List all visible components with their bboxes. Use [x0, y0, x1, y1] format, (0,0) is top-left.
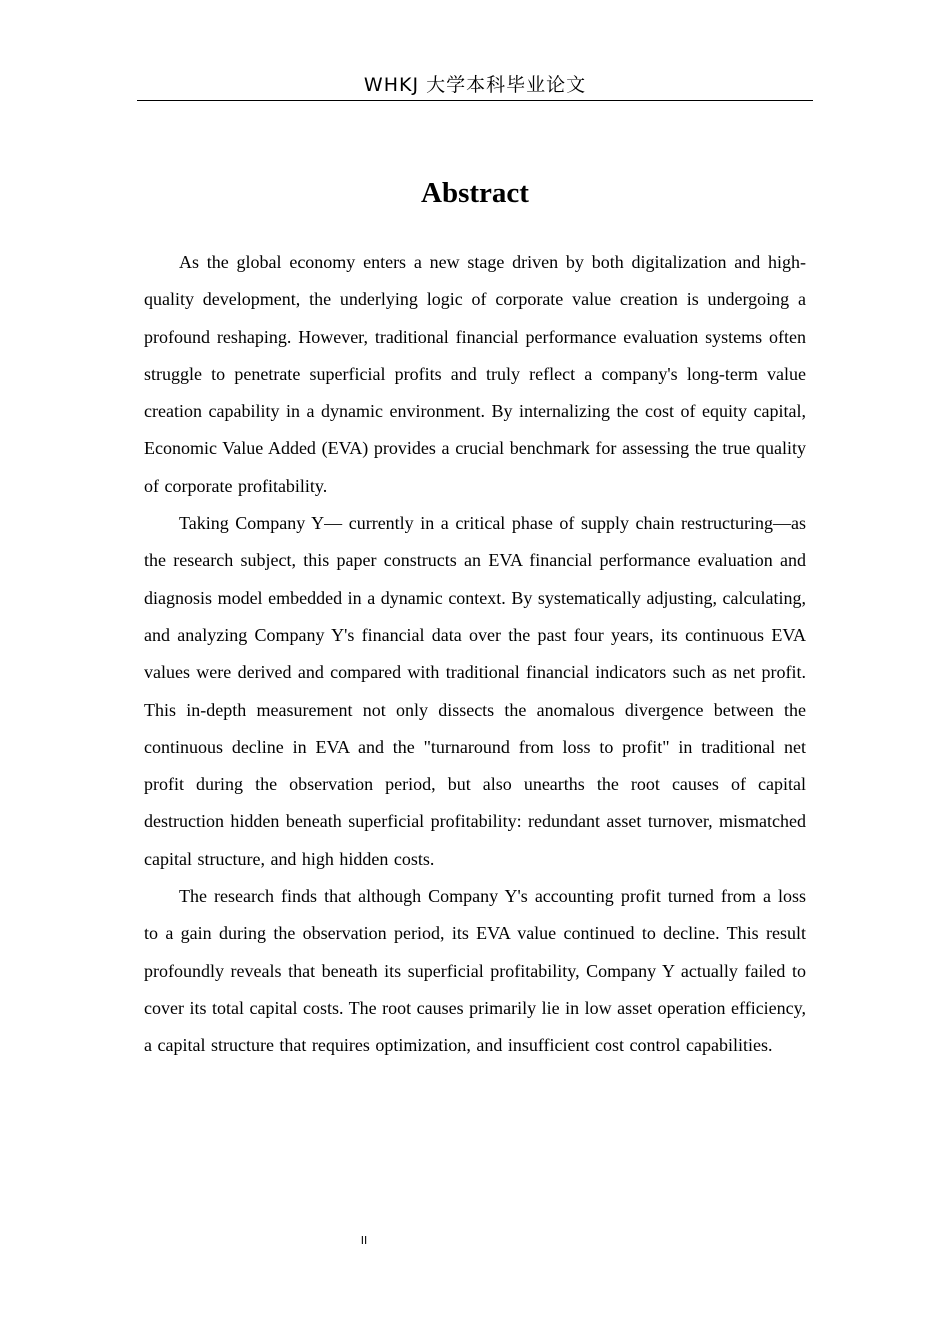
abstract-title: Abstract	[421, 177, 529, 209]
abstract-body	[144, 244, 806, 1065]
running-title: WHKJ 大学本科毕业论文	[363, 74, 587, 96]
abstract-paragraph-3: The research finds that although Company Y's accounting profit turned from a loss to a gain during the observation period, its EVA value continued to decline. This result profoundly reveals that beneath its superficial profitability, Company Y actually failed to cover its total capital costs. The root causes primarily lie in low asset operation efficiency, a capital structure that requires optimization, and insufficient cost control capabilities.	[144, 886, 806, 1056]
page-number: II	[360, 1234, 368, 1247]
abstract-paragraph-2: Taking Company Y— currently in a critical phase of supply chain restructuring—as the research subject, this paper constructs an EVA financial performance evaluation and diagnosis model embedded in a dynamic context. By systematically adjusting, calculating, and analyzing Company Y's financial data over the past four years, its continuous EVA values were derived and compared with traditional financial indicators such as net profit. This in-depth measurement not only dissects the anomalous divergence between the continuous decline in EVA and the "turnaround from loss to profit" in traditional net profit during the observation period, but also unearths the root causes of capital destruction hidden beneath superficial profitability: redundant asset turnover, mismatched capital structure, and high hidden costs.	[144, 513, 806, 869]
abstract-paragraph-1: As the global economy enters a new stage driven by both digitalization and high-quality development, the underlying logic of corporate value creation is undergoing a profound reshaping. However, traditional financial performance evaluation systems often struggle to penetrate superficial profits and truly reflect a company's long-term value creation capability in a dynamic environment. By internalizing the cost of equity capital, Economic Value Added (EVA) provides a crucial benchmark for assessing the true quality of corporate profitability.	[144, 252, 806, 496]
page-header	[137, 70, 813, 101]
